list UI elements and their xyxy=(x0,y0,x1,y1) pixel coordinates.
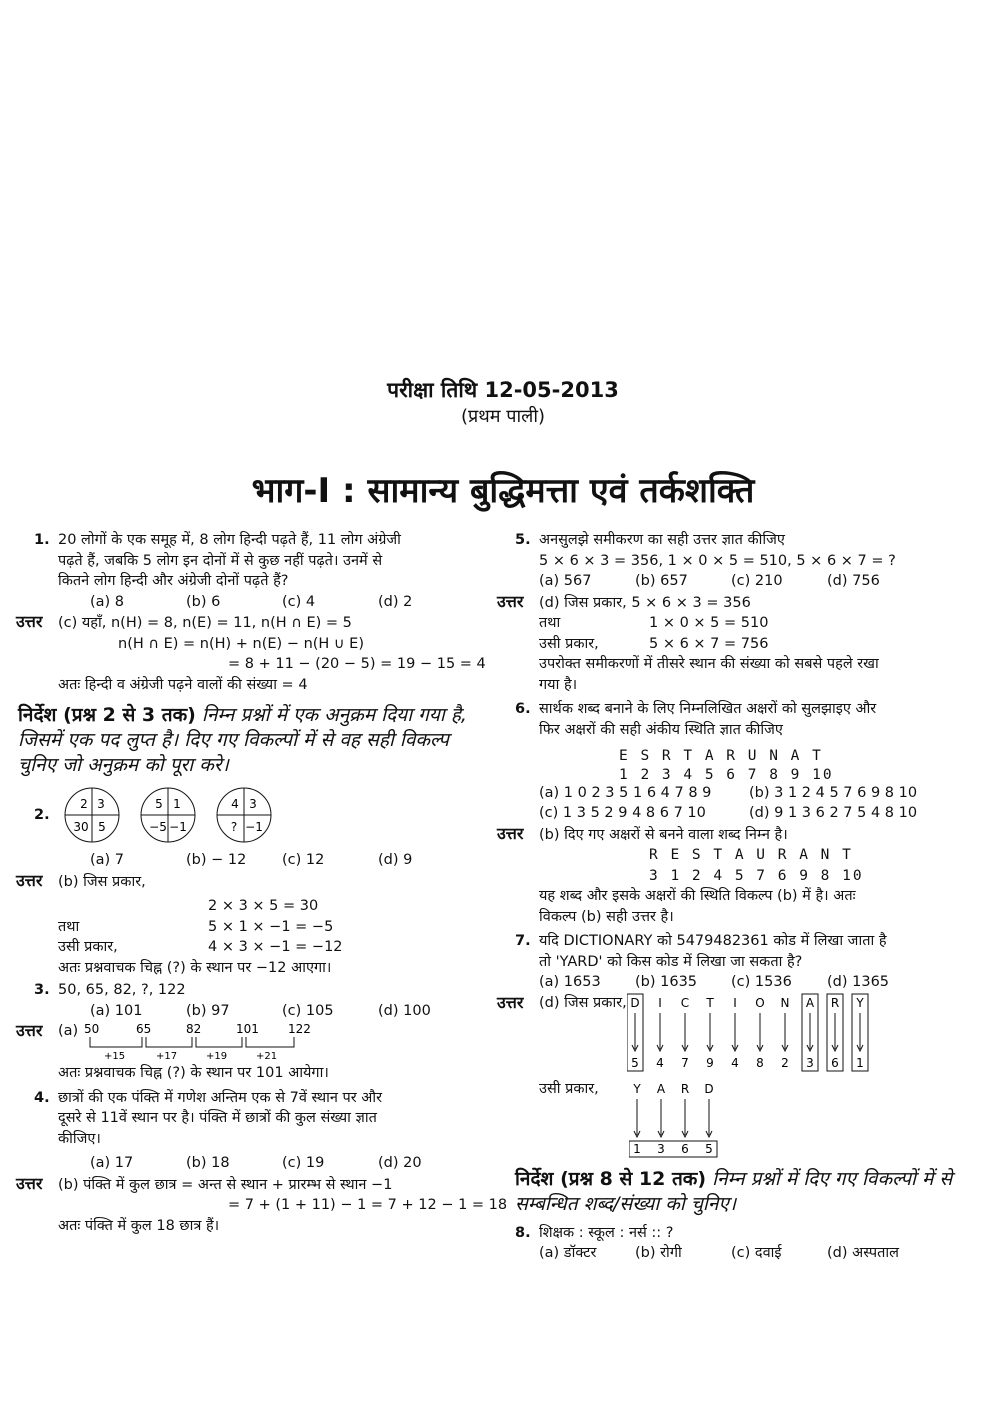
direction-8-12 xyxy=(515,1167,955,1217)
option: (a) 8 xyxy=(90,593,125,610)
option: (d) 1365 xyxy=(827,974,890,990)
code-digit: 4 xyxy=(655,1055,664,1070)
direction-label: निर्देश (प्रश्न 8 से 12 तक) xyxy=(515,1167,707,1190)
option: (b) 6 xyxy=(186,593,221,610)
question-text: पढ़ते हैं, जबकि 5 लोग इन दोनों में से कुछ नहीं पढ़ते। उनमें से xyxy=(58,552,383,569)
cell: 3 xyxy=(249,797,257,811)
code-digit: 9 xyxy=(705,1055,714,1070)
option: (d) 2 xyxy=(378,593,413,610)
question-text: तो 'YARD' को किस कोड में लिखा जा सकता है? xyxy=(539,953,803,970)
question-8 xyxy=(515,1223,955,1264)
answer-text: (b) जिस प्रकार, xyxy=(58,873,146,890)
answer-text: 1 × 0 × 5 = 510 xyxy=(649,615,769,631)
digits: 1 2 3 4 5 6 7 8 9 10 xyxy=(619,766,834,783)
code-letter: D xyxy=(630,995,640,1010)
code-letter: R xyxy=(830,995,839,1010)
option: (b) − 12 xyxy=(186,852,247,868)
options xyxy=(58,1001,488,1022)
code-digit: 1 xyxy=(855,1055,864,1070)
option: (a) 567 xyxy=(539,573,592,589)
code-digit: 6 xyxy=(681,1141,689,1156)
code-diagram-2 xyxy=(629,1079,749,1159)
option: (b) 3 1 2 4 5 7 6 9 8 10 xyxy=(749,784,918,801)
code-letter: T xyxy=(706,995,714,1010)
option: (b) रोगी xyxy=(635,1245,682,1261)
answer-text: (b) पंक्ति में कुल छात्र = अन्त से स्थान + प्रारम्भ से स्थान −1 xyxy=(58,1176,393,1193)
answer-text: 5 × 6 × 7 = 756 xyxy=(649,635,769,652)
code-digit: 3 xyxy=(657,1141,665,1156)
code-letter: O xyxy=(755,995,765,1010)
cell: −5 xyxy=(149,820,167,834)
option: (d) 9 1 3 6 2 7 5 4 8 10 xyxy=(749,805,918,821)
right-column xyxy=(497,530,955,1264)
cell: −1 xyxy=(245,820,263,834)
series-term: 82 xyxy=(186,1022,202,1036)
series-diff: +19 xyxy=(206,1051,228,1062)
code-digit: 2 xyxy=(780,1055,789,1070)
option: (b) 18 xyxy=(186,1155,230,1171)
option: (a) 17 xyxy=(90,1155,134,1171)
part-title: भाग-I : सामान्य बुद्धिमत्ता एवं तर्कशक्ति xyxy=(251,471,755,511)
series-diff: +21 xyxy=(256,1051,278,1062)
code-letter: I xyxy=(732,995,737,1010)
cell: 1 xyxy=(173,797,181,811)
option: (a) 101 xyxy=(90,1002,143,1019)
question-text: कितने लोग हिन्दी और अंग्रेजी दोनों पढ़ते हैं? xyxy=(58,573,289,589)
code-letter: I xyxy=(657,995,662,1010)
option: (c) 19 xyxy=(282,1155,325,1171)
question-text: सार्थक शब्द बनाने के लिए निम्नलिखित अक्षरों को सुलझाइए और xyxy=(539,701,877,717)
answer-text: 5 × 1 × −1 = −5 xyxy=(208,918,334,935)
code-letter: N xyxy=(780,995,790,1010)
cell: 5 xyxy=(98,820,106,834)
question-2 xyxy=(16,784,488,978)
question-text: कीजिए। xyxy=(58,1130,101,1147)
question-text: शिक्षक : स्कूल : नर्स :: ? xyxy=(539,1224,674,1241)
answer-text: तथा xyxy=(539,615,561,631)
series-term: 122 xyxy=(288,1022,312,1036)
option: (d) 100 xyxy=(378,1002,431,1019)
answer-label: उत्तर xyxy=(16,1173,43,1193)
code-letter: D xyxy=(704,1081,714,1096)
question-text: यदि DICTIONARY को 5479482361 कोड में लिखा जाता है xyxy=(539,933,887,949)
question-number: 3. xyxy=(34,982,50,998)
options xyxy=(58,592,488,613)
option: (c) 1 3 5 2 9 4 8 6 7 10 xyxy=(539,805,706,821)
option: (a) 1653 xyxy=(539,974,601,990)
option: (d) 9 xyxy=(378,852,413,868)
answer-label: उत्तर xyxy=(16,612,43,631)
answer-label: उत्तर xyxy=(16,1021,43,1040)
option: (d) 756 xyxy=(827,573,880,589)
letters: E S R T A R U N A T xyxy=(619,748,823,764)
series-diagram xyxy=(78,1021,338,1063)
cell: 2 xyxy=(80,797,88,811)
option: (c) 210 xyxy=(731,573,783,589)
answer-text: विकल्प (b) सही उत्तर है। xyxy=(539,908,674,925)
question-text: 50, 65, 82, ?, 122 xyxy=(58,982,186,998)
cell: 4 xyxy=(231,797,239,811)
answer-text: (d) जिस प्रकार, xyxy=(539,994,627,1011)
question-number: 4. xyxy=(34,1089,50,1106)
answer-label: उत्तर xyxy=(497,992,524,1012)
answer-text: उपरोक्त समीकरणों में तीसरे स्थान की संख्या को सबसे पहले रखा xyxy=(539,656,879,672)
option: (c) 12 xyxy=(282,852,325,868)
series-diff: +15 xyxy=(104,1051,126,1062)
question-4 xyxy=(16,1088,508,1237)
answer-text: (b) दिए गए अक्षरों से बनने वाला शब्द निम्न है। xyxy=(539,826,788,843)
code-digit: 6 xyxy=(830,1055,839,1070)
answer-label: उत्तर xyxy=(497,591,524,611)
direction-2-3 xyxy=(18,703,488,778)
answer-text: (d) जिस प्रकार, 5 × 6 × 3 = 356 xyxy=(539,594,751,611)
options xyxy=(58,850,488,871)
answer-text: उसी प्रकार, xyxy=(539,635,599,652)
question-number: 8. xyxy=(515,1224,531,1241)
question-text: दूसरे से 11वें स्थान पर है। पंक्ति में छात्रों की कुल संख्या ज्ञात xyxy=(58,1110,377,1126)
answer-label: उत्तर xyxy=(497,823,524,843)
option: (a) 7 xyxy=(90,852,125,868)
options xyxy=(58,1153,488,1174)
answer-text: अतः पंक्ति में कुल 18 छात्र हैं। xyxy=(58,1217,220,1234)
cell: −1 xyxy=(169,820,187,834)
options xyxy=(539,972,955,993)
answer-text: यह शब्द और इसके अक्षरों की स्थिति विकल्प (b) में है। अतः xyxy=(539,888,856,904)
direction-text: निम्न प्रश्नों में दिए गए विकल्पों में से सम्बन्धित शब्द/संख्या को चुनिए। xyxy=(515,1167,953,1215)
left-column xyxy=(16,530,508,1236)
code-letter: C xyxy=(680,995,689,1010)
options xyxy=(539,571,955,592)
answer-text: उसी प्रकार, xyxy=(58,939,118,955)
question-number: 2. xyxy=(34,806,50,823)
question-text: 5 × 6 × 3 = 356, 1 × 0 × 5 = 510, 5 × 6 × 7 = ? xyxy=(539,552,896,569)
cell: 3 xyxy=(97,797,105,811)
cell: 5 xyxy=(155,797,163,811)
question-text: फिर अक्षरों की सही अंकीय स्थिति ज्ञात कीजिए xyxy=(539,721,783,738)
code-digit: 5 xyxy=(705,1141,713,1156)
option: (b) 1635 xyxy=(635,974,698,990)
code-letter: R xyxy=(680,1081,690,1096)
question-text: 20 लोगों के एक समूह में, 8 लोग हिन्दी पढ़ते हैं, 11 लोग अंग्रेजी xyxy=(58,532,401,548)
answer-text: अतः प्रश्नवाचक चिह्न (?) के स्थान पर −12 आएगा। xyxy=(58,959,332,976)
code-digit: 3 xyxy=(805,1055,814,1070)
option: (c) 4 xyxy=(282,593,316,610)
question-number: 5. xyxy=(515,532,531,548)
direction-text: निम्न प्रश्नों में एक अनुक्रम दिया गया है, जिसमें एक पद लुप्त है। दिए गए विकल्पों में से वह सही विकल्प चुनिए जो अनुक्रम को पूरा करे। xyxy=(18,704,467,776)
question-number: 6. xyxy=(515,701,531,717)
question-3 xyxy=(16,980,488,1084)
answer-label: उत्तर xyxy=(16,870,43,890)
answer-text: = 8 + 11 − (20 − 5) = 19 − 15 = 4 xyxy=(228,656,486,672)
series-diff: +17 xyxy=(156,1051,178,1062)
answer-text: तथा xyxy=(58,918,80,935)
code-digit: 4 xyxy=(730,1055,739,1070)
circle-2 xyxy=(141,788,195,842)
circle-figures xyxy=(58,784,298,846)
code-letter: A xyxy=(805,995,814,1010)
answer-text: 2 × 3 × 5 = 30 xyxy=(208,898,319,914)
option: (c) दवाई xyxy=(731,1245,782,1261)
answer-text: 3 1 2 4 5 7 6 9 8 10 xyxy=(649,867,864,884)
option: (a) डॉक्टर xyxy=(539,1245,597,1261)
option: (d) 20 xyxy=(378,1155,422,1171)
question-text: अनसुलझे समीकरण का सही उत्तर ज्ञात कीजिए xyxy=(539,532,785,548)
answer-text: अतः प्रश्नवाचक चिह्न (?) के स्थान पर 101 आयेगा। xyxy=(58,1065,329,1081)
answer-text: 4 × 3 × −1 = −12 xyxy=(208,939,343,955)
answer-text: अतः हिन्दी व अंग्रेजी पढ़ने वालों की संख्या = 4 xyxy=(58,676,308,693)
answer-text: = 7 + (1 + 11) − 1 = 7 + 12 − 1 = 18 xyxy=(228,1197,508,1213)
option: (a) 1 0 2 3 5 1 6 4 7 8 9 xyxy=(539,784,712,801)
exam-shift: (प्रथम पाली) xyxy=(460,406,546,427)
direction-label: निर्देश (प्रश्न 2 से 3 तक) xyxy=(18,704,196,726)
option: (c) 1536 xyxy=(731,974,792,990)
option: (b) 657 xyxy=(635,573,688,589)
question-1 xyxy=(16,530,488,695)
answer-text: n(H ∩ E) = n(H) + n(E) − n(H ∪ E) xyxy=(118,635,364,652)
answer-box xyxy=(629,1141,717,1157)
code-digit: 7 xyxy=(680,1055,689,1070)
cell: ? xyxy=(230,820,238,834)
question-text: छात्रों की एक पंक्ति में गणेश अन्तिम एक से 7वें स्थान पर और xyxy=(58,1089,383,1106)
circle-1 xyxy=(65,788,119,842)
series-term: 65 xyxy=(136,1022,152,1036)
cell: 30 xyxy=(73,820,89,834)
question-5 xyxy=(497,530,955,695)
answer-text: R E S T A U R A N T xyxy=(649,847,853,863)
question-7 xyxy=(497,931,955,1159)
code-digit: 5 xyxy=(630,1055,639,1070)
code-digit: 1 xyxy=(633,1141,641,1156)
question-number: 1. xyxy=(34,532,50,548)
series-term: 50 xyxy=(84,1022,100,1036)
answer-text: गया है। xyxy=(539,676,578,693)
option: (b) 97 xyxy=(186,1002,230,1019)
circle-3 xyxy=(217,788,271,842)
question-6 xyxy=(497,699,955,927)
options xyxy=(539,1243,955,1264)
answer-text: उसी प्रकार, xyxy=(539,1080,599,1097)
code-letter: A xyxy=(656,1081,666,1096)
question-number: 7. xyxy=(515,933,531,949)
code-letter: Y xyxy=(633,1081,641,1096)
exam-date: परीक्षा तिथि 12-05-2013 xyxy=(387,378,619,402)
answer-text: (c) यहाँ, n(H) = 8, n(E) = 11, n(H ∩ E) = 5 xyxy=(58,615,352,631)
answer-text: (a) xyxy=(58,1023,79,1039)
option: (d) अस्पताल xyxy=(827,1245,899,1261)
option: (c) 105 xyxy=(282,1002,334,1019)
code-diagram xyxy=(627,993,877,1073)
series-term: 101 xyxy=(236,1022,260,1036)
code-digit: 8 xyxy=(755,1055,764,1070)
code-letter: Y xyxy=(856,995,864,1010)
